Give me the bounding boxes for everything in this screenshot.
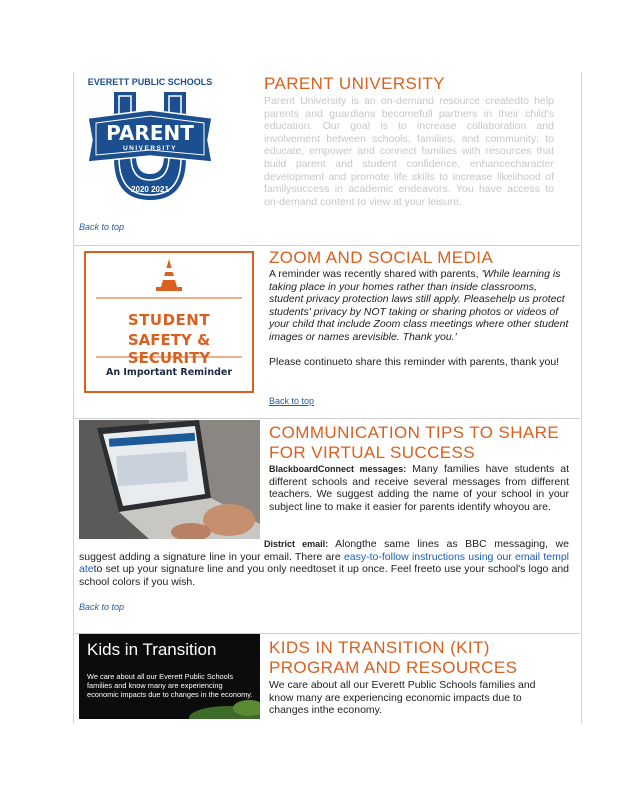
safety-title-line1: STUDENT	[127, 311, 211, 329]
communication-para1	[269, 463, 569, 513]
traffic-cone-icon	[156, 259, 182, 291]
communication-heading-line1: COMMUNICATION TIPS TO SHARE	[269, 423, 560, 442]
kit-body: We care about all our Everett Public Schools families and know many are experiencing economic impacts due to changes inthe economy.	[269, 679, 536, 717]
district-email-text-a: Alongthe same lines as BBC messaging, we suggest adding a signature line in your email. There are	[79, 538, 569, 563]
back-to-top-link[interactable]: Back to top	[269, 396, 315, 406]
section-divider	[73, 418, 580, 419]
logo-years: 2020 2021	[131, 185, 169, 194]
logo-sub-text: UNIVERSITY	[122, 145, 178, 152]
student-safety-image	[84, 251, 254, 393]
parent-university-logo	[84, 76, 216, 212]
district-email-text-b: to set up your signature line and you only needtoset it up once. Feel freeto use your school's logo and school colors if you wish.	[79, 563, 569, 588]
safety-title-line2: SAFETY & SECURITY	[127, 331, 211, 367]
parent-university-heading: PARENT UNIVERSITY	[264, 74, 445, 93]
back-to-top-link[interactable]: Back to top	[79, 602, 125, 612]
kit-heading-line1: KIDS IN TRANSITION (KIT)	[269, 638, 490, 657]
district-email-label: District email:	[264, 539, 329, 549]
zoom-body	[269, 268, 569, 344]
back-to-top-link[interactable]: Back to top	[79, 222, 125, 232]
zoom-heading: ZOOM AND SOCIAL MEDIA	[269, 248, 494, 267]
zoom-quote: 'While learning is taking place in your homes rather than inside classrooms, student privacy protection laws still apply. Pleasehelp us protect students' privacy by NOT taking or sharing photos or videos of your child that include Zoom class meetings where other student images or names arevisible. Thank you.'	[269, 268, 569, 343]
kit-image-title: Kids in Transition	[87, 640, 217, 659]
parent-university-body: Parent University is an on-demand resource createdto help parents and guardians becomefull partners in their child's education. Our goal is to increase collaboration and involvement between schools, families, and community; to educate, empower and connect families with resources that build parent and student confidence, enhancecharacter development and promote life skills to increase likelihood of familysuccess in academic endeavors. You have access to on-demand content to view at your leisure.	[264, 95, 554, 208]
logo-main-text: PARENT	[106, 121, 194, 145]
communication-para2	[79, 538, 569, 588]
safety-subtitle: An Important Reminder	[105, 367, 233, 378]
section-divider	[73, 245, 580, 246]
blackboard-label: BlackboardConnect messages:	[269, 464, 407, 474]
communication-heading-line2: FOR VIRTUAL SUCCESS	[269, 443, 475, 462]
logo-top-text: EVERETT PUBLIC SCHOOLS	[87, 77, 213, 87]
kids-in-transition-image	[79, 634, 260, 719]
email-template-link[interactable]: easy-to-follow instructions using our email templ ate	[79, 550, 569, 576]
kit-heading-line2: PROGRAM AND RESOURCES	[269, 658, 518, 677]
blackboard-text: Many families have students at different schools and receive several messages from different teachers. We suggest adding the name of your school in your subject line to make it easier for parents identify whoyou are.	[269, 463, 570, 513]
zoom-intro: A reminder was recently shared with parents,	[269, 268, 482, 280]
kit-image-caption: We care about all our Everett Public Schools families and know many are experiencing economic impacts due to changes in the economy.	[87, 672, 253, 699]
laptop-photo	[79, 420, 260, 539]
zoom-closing: Please continueto share this reminder with parents, thank you!	[269, 356, 560, 368]
